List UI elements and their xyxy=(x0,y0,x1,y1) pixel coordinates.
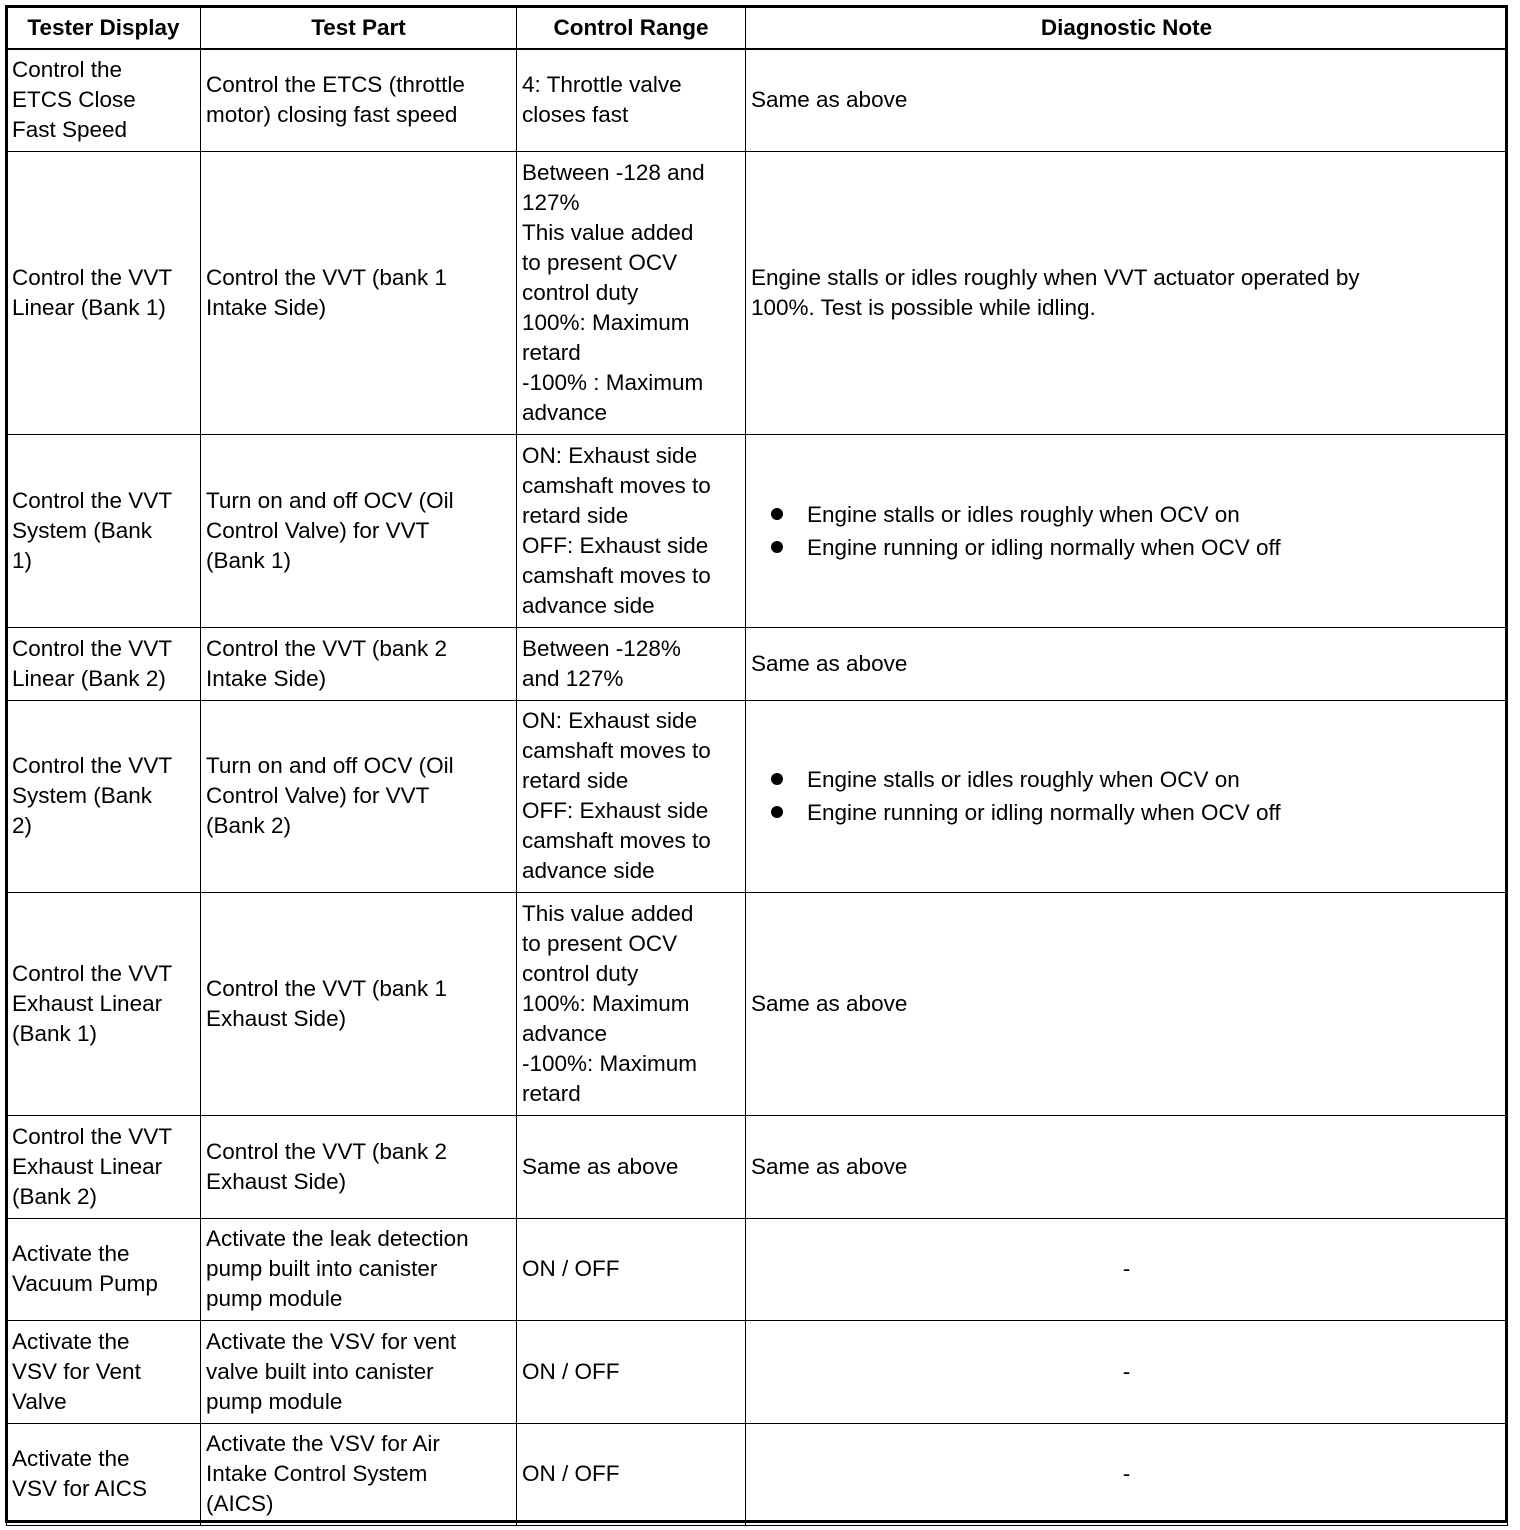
diagnostic-note-cell xyxy=(746,700,1508,892)
control-range-cell-line: retard xyxy=(522,1080,581,1106)
note-bullet-item xyxy=(771,796,1502,829)
test-part-cell-line: Control the VVT (bank 2 xyxy=(206,635,447,661)
tester-display-cell-line: Activate the xyxy=(12,1328,130,1354)
tester-display-cell-line: 2) xyxy=(12,813,33,838)
test-part-cell-line: Exhaust Side) xyxy=(206,1168,347,1194)
tester-display-cell-line: Control the VVT xyxy=(12,264,173,290)
control-range-cell-line: closes fast xyxy=(522,102,629,128)
diagnostic-note-cell xyxy=(746,49,1508,151)
note-bullet-item xyxy=(771,531,1502,564)
tester-display-cell-line: 1) xyxy=(12,547,33,573)
control-range-cell xyxy=(517,627,746,700)
header-tester-display: Tester Display xyxy=(7,7,201,50)
test-part-cell-line: (Bank 1) xyxy=(206,547,292,573)
note-bullet-item xyxy=(771,763,1502,796)
test-part-cell-line: Activate the leak detection xyxy=(206,1226,469,1251)
control-range-cell xyxy=(517,700,746,892)
test-part-cell xyxy=(201,700,517,892)
bullet-dot-icon xyxy=(771,773,783,785)
control-range-cell-line: to present OCV xyxy=(522,930,678,956)
control-range-cell xyxy=(517,1423,746,1525)
bullet-dot-icon xyxy=(771,508,783,520)
table-row xyxy=(7,700,1508,892)
control-range-cell-line: control duty xyxy=(522,960,639,986)
control-range-cell xyxy=(517,1218,746,1320)
table-body xyxy=(7,49,1508,1525)
control-range-cell-line: 4: Throttle valve xyxy=(522,72,682,98)
tester-display-cell-line: Control the xyxy=(12,57,123,83)
test-part-cell-line: Intake Side) xyxy=(206,294,327,320)
tester-display-cell-line: Exhaust Linear xyxy=(12,990,163,1016)
table-row xyxy=(7,1218,1508,1320)
control-range-cell-line: OFF: Exhaust side xyxy=(522,798,709,823)
control-range-cell-line: retard side xyxy=(522,768,629,793)
tester-display-cell-line: VSV for Vent xyxy=(12,1358,141,1384)
diagnostic-note-cell-line: 100%. Test is possible while idling. xyxy=(751,294,1096,320)
test-part-cell xyxy=(201,892,517,1115)
test-part-cell xyxy=(201,1218,517,1320)
test-part-cell-line: valve built into canister xyxy=(206,1358,434,1384)
diagnostic-note-cell-line: Same as above xyxy=(751,87,908,113)
test-part-cell-line: Turn on and off OCV (Oil xyxy=(206,487,454,513)
diagnostic-note-cell xyxy=(746,1115,1508,1218)
control-range-cell-line: ON / OFF xyxy=(522,1256,620,1281)
test-part-cell-line: Control the ETCS (throttle xyxy=(206,72,465,98)
table-row xyxy=(7,434,1508,627)
tester-display-cell-line: Control the VVT xyxy=(12,1123,173,1149)
tester-display-cell-line: Exhaust Linear xyxy=(12,1153,163,1179)
tester-display-cell-line: Control the VVT xyxy=(12,753,173,778)
test-part-cell xyxy=(201,627,517,700)
test-part-cell-line: (AICS) xyxy=(206,1491,274,1516)
tester-display-cell xyxy=(7,434,201,627)
note-bullet-list xyxy=(751,498,1502,564)
test-part-cell-line: Control the VVT (bank 2 xyxy=(206,1138,447,1164)
tester-display-cell-line: System (Bank xyxy=(12,517,153,543)
control-range-cell-line: advance side xyxy=(522,858,655,883)
note-bullet-text: Engine running or idling normally when OCV off xyxy=(807,534,1281,560)
diagnostic-note-cell-line: Same as above xyxy=(751,650,908,676)
note-bullet-text: Engine stalls or idles roughly when OCV on xyxy=(807,767,1240,792)
control-range-cell-line: retard side xyxy=(522,502,629,528)
test-part-cell-line: pump built into canister xyxy=(206,1256,438,1281)
test-part-cell-line: motor) closing fast speed xyxy=(206,102,458,128)
diagnostic-note-cell: - xyxy=(746,1218,1508,1320)
control-range-cell-line: ON: Exhaust side xyxy=(522,708,698,733)
tester-display-cell xyxy=(7,49,201,151)
table-row xyxy=(7,1115,1508,1218)
table-row xyxy=(7,49,1508,151)
test-part-cell-line: (Bank 2) xyxy=(206,813,292,838)
tester-display-cell xyxy=(7,627,201,700)
note-bullet-list xyxy=(751,763,1502,829)
table-row xyxy=(7,627,1508,700)
test-part-cell-line: pump module xyxy=(206,1388,343,1414)
tester-display-cell-line: Valve xyxy=(12,1388,67,1414)
table-row xyxy=(7,1320,1508,1423)
tester-display-cell-line: Control the VVT xyxy=(12,960,173,986)
diagnostic-note-cell: - xyxy=(746,1320,1508,1423)
test-part-cell-line: Intake Side) xyxy=(206,665,327,691)
control-range-cell-line: 127% xyxy=(522,189,580,215)
control-range-cell-line: Between -128 and xyxy=(522,159,705,185)
header-row xyxy=(7,7,1508,50)
test-part-cell-line: Exhaust Side) xyxy=(206,1005,347,1031)
control-range-cell-line: Between -128% xyxy=(522,635,681,661)
control-range-cell-line: to present OCV xyxy=(522,249,678,275)
control-range-cell-line: camshaft moves to xyxy=(522,738,711,763)
control-range-cell-line: -100% : Maximum xyxy=(522,369,704,395)
diagnostic-note-cell: - xyxy=(746,1423,1508,1525)
test-part-cell-line: Activate the VSV for Air xyxy=(206,1431,440,1456)
header-diagnostic-note: Diagnostic Note xyxy=(746,7,1508,50)
control-range-cell-line: -100%: Maximum xyxy=(522,1050,698,1076)
note-bullet-text: Engine running or idling normally when OCV off xyxy=(807,800,1281,825)
control-range-cell-line: advance xyxy=(522,399,608,425)
test-part-cell xyxy=(201,1423,517,1525)
test-part-cell-line: Control Valve) for VVT xyxy=(206,517,430,543)
control-range-cell-line: 100%: Maximum xyxy=(522,990,690,1016)
control-range-cell-line: and 127% xyxy=(522,665,624,691)
tester-display-cell-line: Linear (Bank 2) xyxy=(12,665,166,691)
test-part-cell xyxy=(201,49,517,151)
tester-display-cell-line: System (Bank xyxy=(12,783,153,808)
tester-display-cell-line: ETCS Close xyxy=(12,87,136,113)
control-range-cell-line: control duty xyxy=(522,279,639,305)
test-part-cell-line: Turn on and off OCV (Oil xyxy=(206,753,454,778)
control-range-cell-line: advance side xyxy=(522,592,655,618)
header-test-part: Test Part xyxy=(201,7,517,50)
tester-display-cell xyxy=(7,1218,201,1320)
test-part-cell xyxy=(201,151,517,434)
header-control-range: Control Range xyxy=(517,7,746,50)
test-part-cell xyxy=(201,1115,517,1218)
diagnostic-note-cell-line: Engine stalls or idles roughly when VVT actuator operated by xyxy=(751,264,1360,290)
control-range-cell-line: Same as above xyxy=(522,1153,679,1179)
control-range-cell-line: advance xyxy=(522,1020,608,1046)
control-range-cell-line: camshaft moves to xyxy=(522,472,711,498)
control-range-cell xyxy=(517,892,746,1115)
control-range-cell-line: ON: Exhaust side xyxy=(522,442,698,468)
control-range-cell-line: 100%: Maximum xyxy=(522,309,690,335)
test-part-cell-line: Activate the VSV for vent xyxy=(206,1328,457,1354)
test-part-cell-line: Control Valve) for VVT xyxy=(206,783,430,808)
diagnostic-note-cell xyxy=(746,434,1508,627)
control-range-cell-line: retard xyxy=(522,339,581,365)
diagnostic-note-cell xyxy=(746,151,1508,434)
test-part-cell xyxy=(201,1320,517,1423)
control-range-cell-line: OFF: Exhaust side xyxy=(522,532,709,558)
table-row xyxy=(7,151,1508,434)
active-test-table xyxy=(6,6,1508,1526)
tester-display-cell-line: Fast Speed xyxy=(12,117,128,143)
diagnostic-note-cell-line: Same as above xyxy=(751,990,908,1016)
test-part-cell xyxy=(201,434,517,627)
tester-display-cell-line: VSV for AICS xyxy=(12,1476,148,1501)
tester-display-cell xyxy=(7,892,201,1115)
control-range-cell xyxy=(517,1320,746,1423)
diagnostic-note-cell xyxy=(746,627,1508,700)
control-range-cell xyxy=(517,1115,746,1218)
tester-display-cell-line: (Bank 2) xyxy=(12,1183,98,1209)
tester-display-cell-line: Linear (Bank 1) xyxy=(12,294,166,320)
tester-display-cell xyxy=(7,151,201,434)
control-range-cell-line: ON / OFF xyxy=(522,1461,620,1486)
control-range-cell-line: camshaft moves to xyxy=(522,562,711,588)
table-row xyxy=(7,892,1508,1115)
control-range-cell-line: ON / OFF xyxy=(522,1358,620,1384)
control-range-cell-line: camshaft moves to xyxy=(522,828,711,853)
diagnostic-note-cell xyxy=(746,892,1508,1115)
control-range-cell-line: This value added xyxy=(522,900,694,926)
bullet-dot-icon xyxy=(771,541,783,553)
control-range-cell-line: This value added xyxy=(522,219,694,245)
note-bullet-text: Engine stalls or idles roughly when OCV on xyxy=(807,501,1240,527)
tester-display-cell xyxy=(7,1115,201,1218)
control-range-cell xyxy=(517,151,746,434)
tester-display-cell-line: Vacuum Pump xyxy=(12,1271,158,1296)
control-range-cell xyxy=(517,49,746,151)
tester-display-cell-line: (Bank 1) xyxy=(12,1020,98,1046)
table-row xyxy=(7,1423,1508,1525)
test-part-cell-line: Intake Control System xyxy=(206,1461,428,1486)
tester-display-cell-line: Control the VVT xyxy=(12,635,173,661)
tester-display-cell-line: Activate the xyxy=(12,1446,130,1471)
control-range-cell xyxy=(517,434,746,627)
tester-display-cell xyxy=(7,1423,201,1525)
tester-display-cell xyxy=(7,700,201,892)
test-part-cell-line: Control the VVT (bank 1 xyxy=(206,264,447,290)
tester-display-cell-line: Activate the xyxy=(12,1241,130,1266)
test-part-cell-line: pump module xyxy=(206,1286,343,1311)
diagnostic-note-cell-line: Same as above xyxy=(751,1153,908,1179)
bullet-dot-icon xyxy=(771,806,783,818)
note-bullet-item xyxy=(771,498,1502,531)
tester-display-cell xyxy=(7,1320,201,1423)
tester-display-cell-line: Control the VVT xyxy=(12,487,173,513)
test-part-cell-line: Control the VVT (bank 1 xyxy=(206,975,447,1001)
